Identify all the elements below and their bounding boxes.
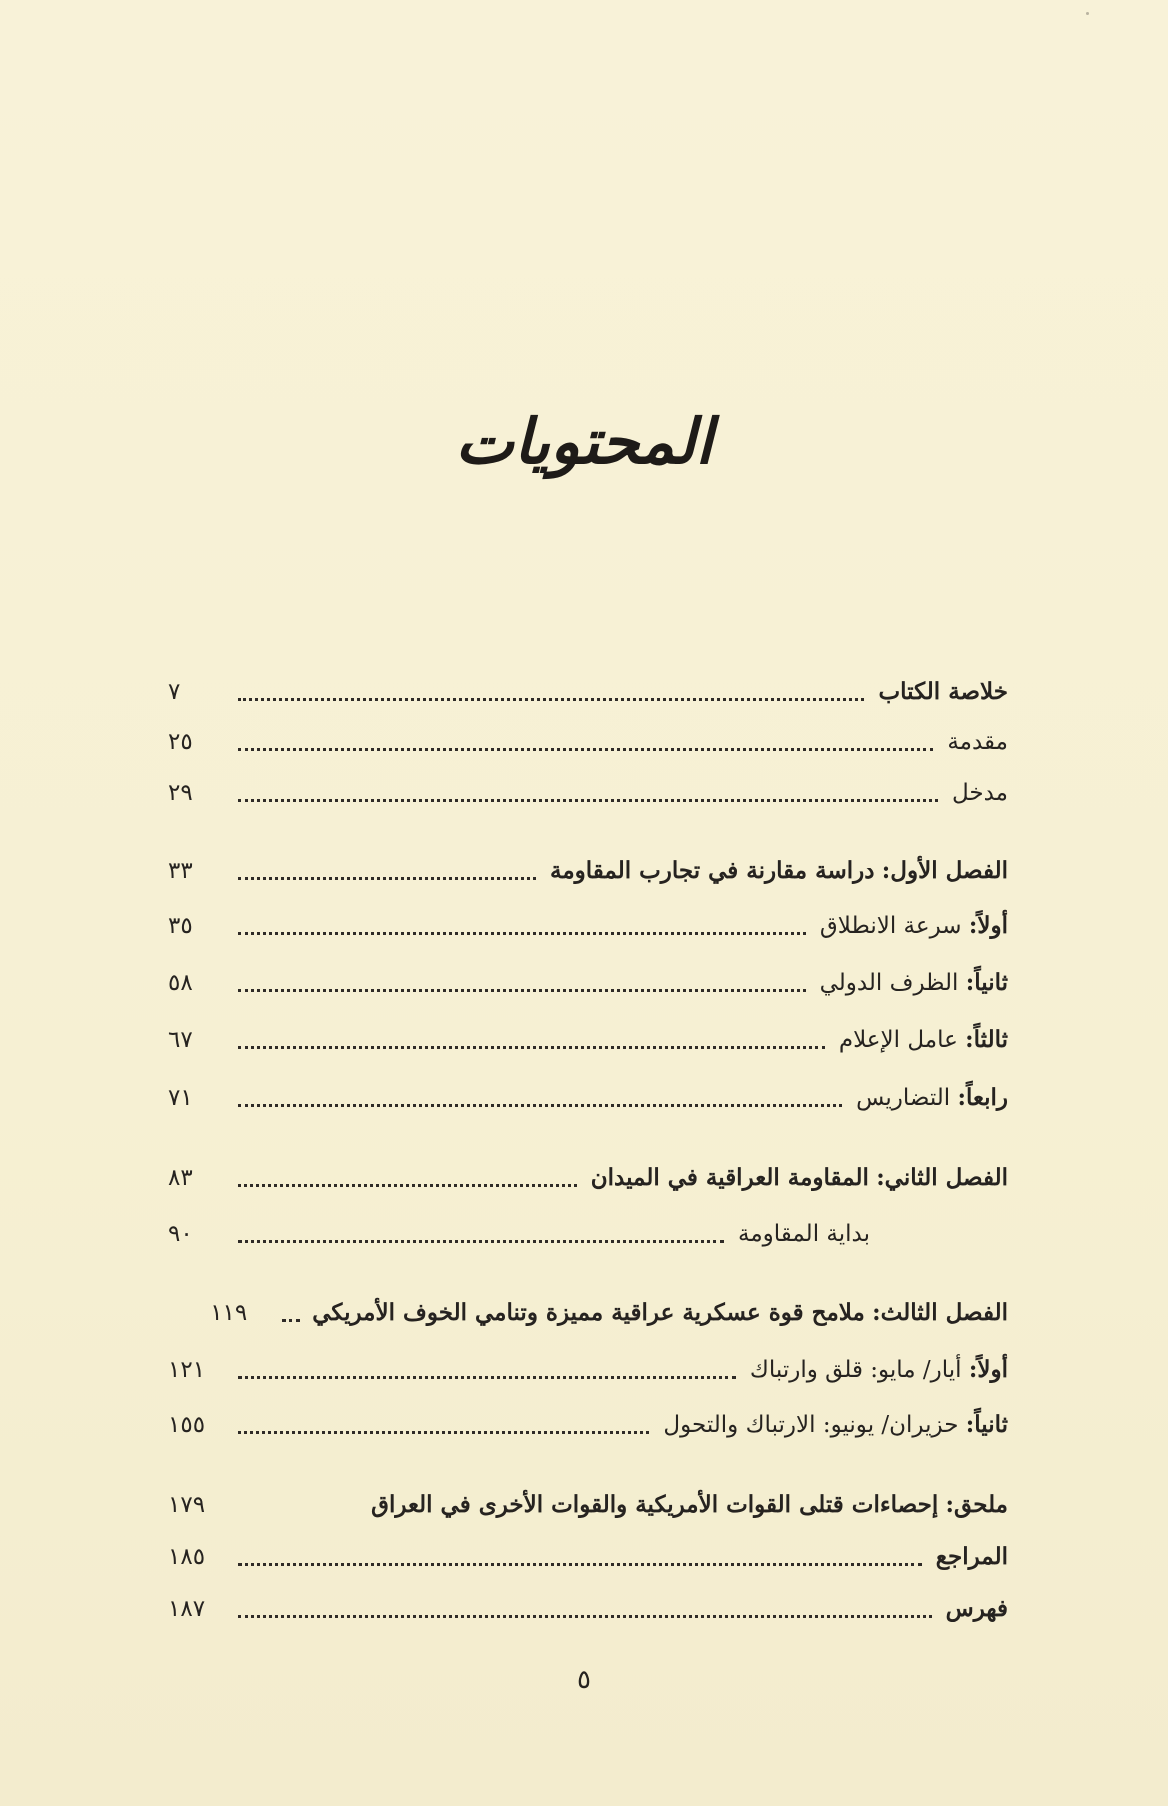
- toc-entry-label: [856, 1078, 1008, 1118]
- page-title: المحتويات: [455, 405, 713, 478]
- toc-entry-book-summary[interactable]: [168, 672, 1008, 712]
- toc-entry-prefix: الفصل الثاني:: [876, 1164, 1008, 1191]
- toc-entry-index[interactable]: [168, 1589, 1008, 1629]
- toc-page-number: ٥٨: [168, 970, 193, 996]
- toc-entry-prefix: ثانياً:: [965, 969, 1008, 996]
- toc-entry-text: المقاومة العراقية في الميدان: [590, 1164, 869, 1191]
- toc-entry-chapter-2[interactable]: [168, 1158, 1008, 1198]
- toc-entry-label: [936, 1537, 1008, 1577]
- toc-entry-ch2-beginning[interactable]: [168, 1214, 1008, 1254]
- toc-entry-appendix[interactable]: [168, 1485, 1008, 1525]
- toc-entry-text: خلاصة الكتاب: [878, 678, 1008, 705]
- toc-page-number: ١٧٩: [168, 1492, 206, 1518]
- toc-page-number: ٧: [168, 679, 181, 705]
- dot-leader: [238, 1238, 724, 1243]
- page-number: ٥: [577, 1665, 591, 1695]
- toc-page-number: ٢٥: [168, 729, 193, 755]
- toc-entry-text: عامل الإعلام: [838, 1027, 958, 1053]
- toc-entry-text: مقدمة: [947, 729, 1008, 755]
- toc-entry-label: [371, 1485, 1008, 1525]
- dot-leader: [238, 987, 806, 992]
- toc-entry-text: فهرس: [945, 1595, 1008, 1622]
- dot-leader: [238, 875, 536, 880]
- toc-entry-prefix: رابعاً:: [957, 1084, 1008, 1111]
- toc-entry-label: [663, 1405, 1008, 1445]
- toc-entry-text: أيار/ مايو: قلق وارتباك: [749, 1357, 962, 1383]
- toc-entry-references[interactable]: [168, 1537, 1008, 1577]
- toc-page-number: ١٨٧: [168, 1596, 206, 1622]
- toc-entry-label: [591, 1158, 1008, 1198]
- dot-leader: [238, 1044, 825, 1049]
- toc-page-number: ١٥٥: [168, 1412, 206, 1438]
- toc-page-number: ٨٣: [168, 1165, 193, 1191]
- toc-entry-prefix: ثانياً:: [965, 1411, 1008, 1438]
- toc-entry-label: [550, 851, 1008, 891]
- toc-entry-ch1-third[interactable]: [168, 1020, 1008, 1060]
- dot-leader: [238, 1429, 649, 1434]
- toc-page-number: ٩٠: [168, 1221, 193, 1247]
- toc-entry-ch1-first[interactable]: [168, 906, 1008, 946]
- toc-entry-text: دراسة مقارنة في تجارب المقاومة: [550, 857, 875, 884]
- toc-entry-text: إحصاءات قتلى القوات الأمريكية والقوات الأخرى في العراق: [371, 1491, 939, 1518]
- toc-entry-prefix: ملحق:: [945, 1491, 1008, 1518]
- toc-entry-chapter-3[interactable]: [168, 1293, 1008, 1333]
- toc-entry-label: [839, 1020, 1008, 1060]
- toc-entry-label: [312, 1293, 1008, 1333]
- dot-leader: [238, 797, 938, 802]
- dot-leader: [238, 930, 806, 935]
- toc-page-number: ١٨٥: [168, 1544, 206, 1570]
- toc-entry-text: المراجع: [935, 1543, 1008, 1570]
- toc-entry-text: بداية المقاومة: [737, 1221, 870, 1247]
- toc-entry-ch3-first[interactable]: [168, 1350, 1008, 1390]
- toc-entry-label: [952, 773, 1008, 813]
- toc-entry-prefix: أولاً:: [968, 1356, 1008, 1383]
- toc-entry-label: [946, 1589, 1008, 1629]
- toc-entry-label: [878, 672, 1008, 712]
- toc-entry-text: مدخل: [951, 780, 1008, 806]
- toc-page-number: ٦٧: [168, 1027, 193, 1053]
- toc-entry-prefix: الفصل الثالث:: [872, 1299, 1008, 1326]
- toc-entry-ch1-fourth[interactable]: [168, 1078, 1008, 1118]
- dot-leader: [238, 1182, 577, 1187]
- toc-entry-introduction[interactable]: [168, 722, 1008, 762]
- dot-leader: [238, 746, 933, 751]
- toc-entry-text: سرعة الانطلاق: [819, 913, 962, 939]
- toc-entry-text: التضاريس: [856, 1085, 951, 1111]
- dot-leader: [238, 1374, 736, 1379]
- toc-entry-text: ملامح قوة عسكرية عراقية مميزة وتنامي الخوف الأمريكي: [312, 1299, 865, 1326]
- toc-page-number: ٢٩: [168, 780, 193, 806]
- toc-entry-entrance[interactable]: [168, 773, 1008, 813]
- dot-leader: [238, 1613, 932, 1618]
- dot-leader: [238, 1561, 922, 1566]
- dot-leader: [238, 1102, 842, 1107]
- toc-page-number: ٣٥: [168, 913, 193, 939]
- toc-page-number: ٧١: [168, 1085, 193, 1111]
- toc-page-number: ٣٣: [168, 858, 193, 884]
- toc-page-number: ١٢١: [168, 1357, 206, 1383]
- toc-entry-ch1-second[interactable]: [168, 963, 1008, 1003]
- toc-entry-prefix: الفصل الأول:: [881, 857, 1008, 884]
- toc-entry-prefix: أولاً:: [968, 912, 1008, 939]
- toc-page-number: ١١٩: [210, 1300, 248, 1326]
- toc-entry-label: [738, 1214, 870, 1254]
- toc-entry-chapter-1[interactable]: [168, 851, 1008, 891]
- toc-entry-text: حزيران/ يونيو: الارتباك والتحول: [663, 1412, 959, 1438]
- toc-entry-label: [750, 1350, 1008, 1390]
- toc-entry-label: [820, 963, 1008, 1003]
- toc-entry-prefix: ثالثاً:: [965, 1026, 1008, 1053]
- toc-entry-ch3-second[interactable]: [168, 1405, 1008, 1445]
- dot-leader: [238, 696, 864, 701]
- dot-leader: [282, 1317, 300, 1322]
- toc-entry-label: [947, 722, 1008, 762]
- toc-entry-text: الظرف الدولي: [819, 970, 959, 996]
- toc-entry-label: [820, 906, 1008, 946]
